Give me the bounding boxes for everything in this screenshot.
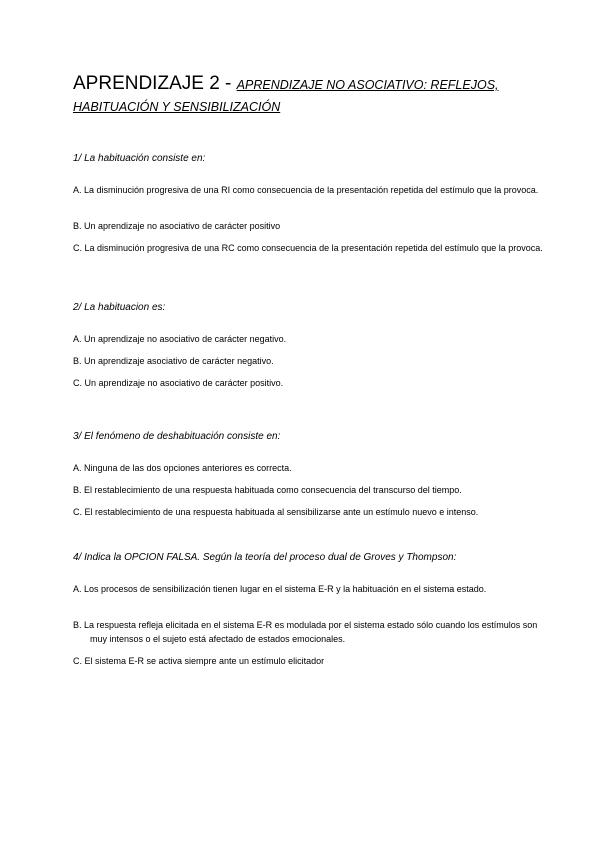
question-4-option-b: B. La respuesta refleja elicitada en el sistema E-R es modulada por el sistema estado sólo cuando los estímulos son muy intensos o el sujeto está afectado de estados emocionales. <box>73 620 538 644</box>
question-3: 3/ El fenómeno de deshabituación consiste en: <box>73 431 281 442</box>
title-main: APRENDIZAJE 2 - <box>73 73 237 94</box>
question-1: 1/ La habituación consiste en: <box>73 153 206 164</box>
question-3-option-b: B. El restablecimiento de una respuesta habituada como consecuencia del transcurso del tiempo. <box>73 485 462 495</box>
question-2-option-b: B. Un aprendizaje asociativo de carácter negativo. <box>73 356 274 366</box>
question-2-option-c: C. Un aprendizaje no asociativo de carácter positivo. <box>73 378 284 388</box>
question-1-option-a: A. La disminución progresiva de una RI como consecuencia de la presentación repetida del estímulo que la provoca. <box>73 185 539 195</box>
question-1-option-c: C. La disminución progresiva de una RC como consecuencia de la presentación repetida del estímulo que la provoca. <box>73 243 543 253</box>
question-2-option-a: A. Un aprendizaje no asociativo de carácter negativo. <box>73 334 287 344</box>
question-2: 2/ La habituacion es: <box>73 302 166 313</box>
question-3-option-a: A. Ninguna de las dos opciones anteriores es correcta. <box>73 463 292 473</box>
question-3-option-c: C. El restablecimiento de una respuesta habituada al sensibilizarse ante un estímulo nuevo e intenso. <box>73 507 479 517</box>
title-subtitle: APRENDIZAJE NO ASOCIATIVO: REFLEJOS, HABITUACIÓN Y SENSIBILIZACIÓN <box>73 78 499 114</box>
question-1-option-b: B. Un aprendizaje no asociativo de carácter positivo <box>73 221 281 231</box>
question-4: 4/ Indica la OPCION FALSA. Según la teoría del proceso dual de Groves y Thompson: <box>73 552 457 563</box>
document-title <box>73 73 543 118</box>
question-4-option-a: A. Los procesos de sensibilización tienen lugar en el sistema E-R y la habituación en el sistema estado. <box>73 584 487 594</box>
question-4-option-c: C. El sistema E-R se activa siempre ante un estímulo elicitador <box>73 656 325 666</box>
